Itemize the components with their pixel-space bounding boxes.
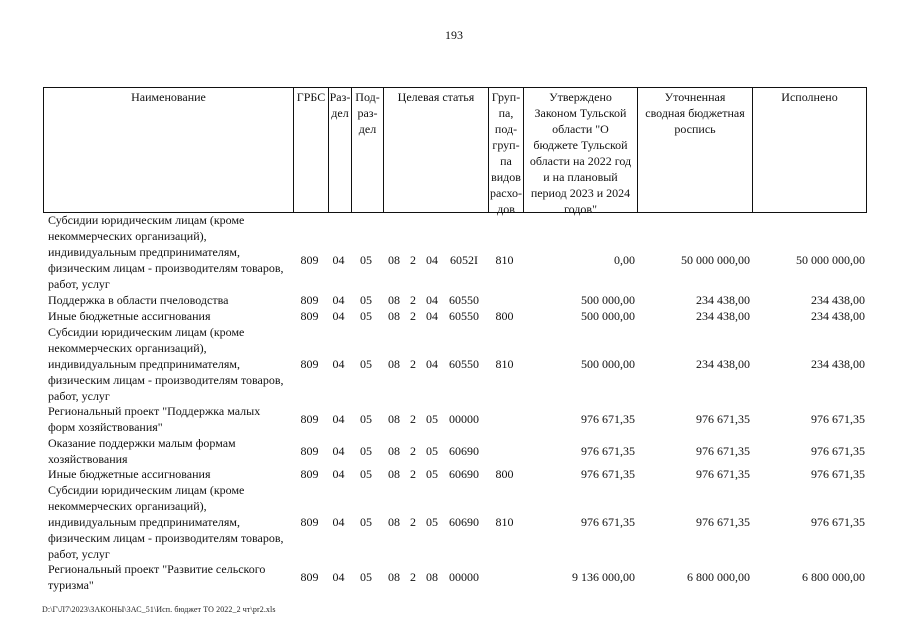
- col-razdel-header: Раз- дел: [328, 88, 351, 212]
- row-target-1: 08: [388, 515, 400, 529]
- row-refined: 976 671,35: [696, 515, 750, 529]
- row-target-2: 2: [410, 467, 416, 481]
- row-group: 810: [495, 515, 514, 529]
- row-approved: 500 000,00: [581, 309, 635, 323]
- row-razdel: 04: [332, 467, 345, 481]
- row-razdel: 04: [332, 293, 345, 307]
- row-podrazdel: 05: [360, 444, 372, 458]
- row-name: Субсидии юридическим лицам (кроме некоммерческих организаций), индивидуальным предпринимателям, физическим лицам - производителям товаров, работ, услуг: [48, 483, 284, 561]
- row-razdel: 04: [332, 515, 345, 529]
- table-row: [43, 466, 865, 482]
- row-target-2: 2: [410, 515, 416, 529]
- file-path-footer: D:\Г\Л7\2023\ЗАКОНЫ\ЗАС_51\Исп. бюджет ТО 2022_2 чт\pr2.xls: [42, 605, 276, 614]
- table-row: [43, 482, 865, 562]
- row-refined: 234 438,00: [696, 293, 750, 307]
- row-refined: 50 000 000,00: [681, 253, 750, 267]
- row-target-1: 08: [388, 253, 400, 267]
- row-executed: 976 671,35: [811, 515, 865, 529]
- row-target-2: 2: [410, 444, 416, 458]
- row-grbs: 809: [300, 412, 319, 426]
- page-number: 193: [445, 28, 463, 42]
- col-executed-header: Исполнено: [752, 88, 866, 212]
- row-name: Региональный проект "Поддержка малых форм хозяйствования": [48, 404, 261, 434]
- row-approved: 500 000,00: [581, 293, 635, 307]
- row-executed: 234 438,00: [811, 357, 865, 371]
- table-row: [43, 561, 865, 593]
- row-grbs: 809: [300, 444, 319, 458]
- table-row: [43, 324, 865, 404]
- row-razdel: 04: [332, 357, 345, 371]
- row-target-3: 08: [426, 570, 438, 584]
- row-target-1: 08: [388, 570, 400, 584]
- row-grbs: 809: [300, 293, 319, 307]
- row-podrazdel: 05: [360, 515, 372, 529]
- row-name: Региональный проект "Развитие сельского туризма": [48, 562, 266, 592]
- table-row: [43, 292, 865, 308]
- row-target-4: 60690: [449, 467, 479, 481]
- row-razdel: 04: [332, 412, 345, 426]
- row-executed: 234 438,00: [811, 309, 865, 323]
- row-target-1: 08: [388, 357, 400, 371]
- col-grbs-header: ГРБС: [293, 88, 328, 212]
- col-podrazdel-header: Под- раз- дел: [351, 88, 383, 212]
- row-target-4: 00000: [449, 570, 479, 584]
- row-refined: 976 671,35: [696, 467, 750, 481]
- row-target-3: 04: [426, 357, 438, 371]
- row-target-4: 60550: [449, 309, 479, 323]
- row-razdel: 04: [332, 444, 345, 458]
- row-target-3: 05: [426, 515, 438, 529]
- row-refined: 976 671,35: [696, 444, 750, 458]
- row-refined: 976 671,35: [696, 412, 750, 426]
- row-target-3: 04: [426, 293, 438, 307]
- row-target-3: 04: [426, 309, 438, 323]
- row-target-2: 2: [410, 253, 416, 267]
- row-approved: 0,00: [614, 253, 635, 267]
- row-grbs: 809: [300, 570, 319, 584]
- row-razdel: 04: [332, 253, 345, 267]
- row-grbs: 809: [300, 515, 319, 529]
- row-group: 810: [495, 357, 514, 371]
- row-grbs: 809: [300, 357, 319, 371]
- row-podrazdel: 05: [360, 253, 372, 267]
- row-target-4: 60690: [449, 515, 479, 529]
- col-refined-header: Уточненная сводная бюджетная роспись: [637, 88, 752, 212]
- row-grbs: 809: [300, 467, 319, 481]
- row-podrazdel: 05: [360, 309, 372, 323]
- row-target-1: 08: [388, 467, 400, 481]
- row-executed: 234 438,00: [811, 293, 865, 307]
- row-grbs: 809: [300, 309, 319, 323]
- row-refined: 234 438,00: [696, 309, 750, 323]
- col-name-header: Наименование: [131, 90, 206, 104]
- row-approved: 976 671,35: [581, 467, 635, 481]
- row-approved: 9 136 000,00: [572, 570, 635, 584]
- row-approved: 976 671,35: [581, 412, 635, 426]
- row-podrazdel: 05: [360, 467, 372, 481]
- row-target-3: 05: [426, 444, 438, 458]
- row-name: Иные бюджетные ассигнования: [48, 467, 211, 481]
- row-podrazdel: 05: [360, 293, 372, 307]
- row-approved: 976 671,35: [581, 515, 635, 529]
- row-podrazdel: 05: [360, 570, 372, 584]
- col-target-header: Целевая статья: [383, 88, 488, 212]
- row-executed: 976 671,35: [811, 444, 865, 458]
- row-target-4: 60550: [449, 357, 479, 371]
- row-executed: 976 671,35: [811, 412, 865, 426]
- row-approved: 500 000,00: [581, 357, 635, 371]
- row-target-2: 2: [410, 309, 416, 323]
- row-name: Оказание поддержки малым формам хозяйствования: [48, 436, 236, 466]
- row-target-2: 2: [410, 293, 416, 307]
- row-target-3: 05: [426, 467, 438, 481]
- row-target-2: 2: [410, 357, 416, 371]
- row-razdel: 04: [332, 570, 345, 584]
- row-podrazdel: 05: [360, 412, 372, 426]
- row-name: Субсидии юридическим лицам (кроме некоммерческих организаций), индивидуальным предпринимателям, физическим лицам - производителям товаров, работ, услуг: [48, 213, 284, 291]
- row-target-4: 60690: [449, 444, 479, 458]
- row-target-2: 2: [410, 570, 416, 584]
- row-target-4: 60550: [449, 293, 479, 307]
- row-target-1: 08: [388, 309, 400, 323]
- row-name: Поддержка в области пчеловодства: [48, 293, 229, 307]
- row-executed: 6 800 000,00: [802, 570, 865, 584]
- row-target-1: 08: [388, 444, 400, 458]
- row-group: 810: [495, 253, 514, 267]
- row-name: Субсидии юридическим лицам (кроме некоммерческих организаций), индивидуальным предпринимателям, физическим лицам - производителям товаров, работ, услуг: [48, 325, 284, 403]
- table-header: [43, 87, 867, 216]
- row-group: 800: [495, 467, 514, 481]
- row-target-3: 05: [426, 412, 438, 426]
- row-grbs: 809: [300, 253, 319, 267]
- table-row: [43, 308, 865, 324]
- row-podrazdel: 05: [360, 357, 372, 371]
- row-executed: 50 000 000,00: [796, 253, 865, 267]
- row-refined: 234 438,00: [696, 357, 750, 371]
- table-row: [43, 435, 865, 467]
- row-group: 800: [495, 309, 514, 323]
- col-approved-header: Утверждено Законом Тульской области "О бюджете Тульской области на 2022 год и на плановый период 2023 и 2024 годов": [523, 88, 637, 212]
- row-approved: 976 671,35: [581, 444, 635, 458]
- row-razdel: 04: [332, 309, 345, 323]
- row-refined: 6 800 000,00: [687, 570, 750, 584]
- row-target-3: 04: [426, 253, 438, 267]
- row-target-1: 08: [388, 412, 400, 426]
- row-name: Иные бюджетные ассигнования: [48, 309, 211, 323]
- row-executed: 976 671,35: [811, 467, 865, 481]
- col-group-header: Груп- па, под- груп- па видов расхо- дов: [489, 90, 523, 216]
- row-target-2: 2: [410, 412, 416, 426]
- table-row: [43, 403, 865, 435]
- row-target-4: 6052I: [450, 253, 478, 267]
- row-target-1: 08: [388, 293, 400, 307]
- row-target-4: 00000: [449, 412, 479, 426]
